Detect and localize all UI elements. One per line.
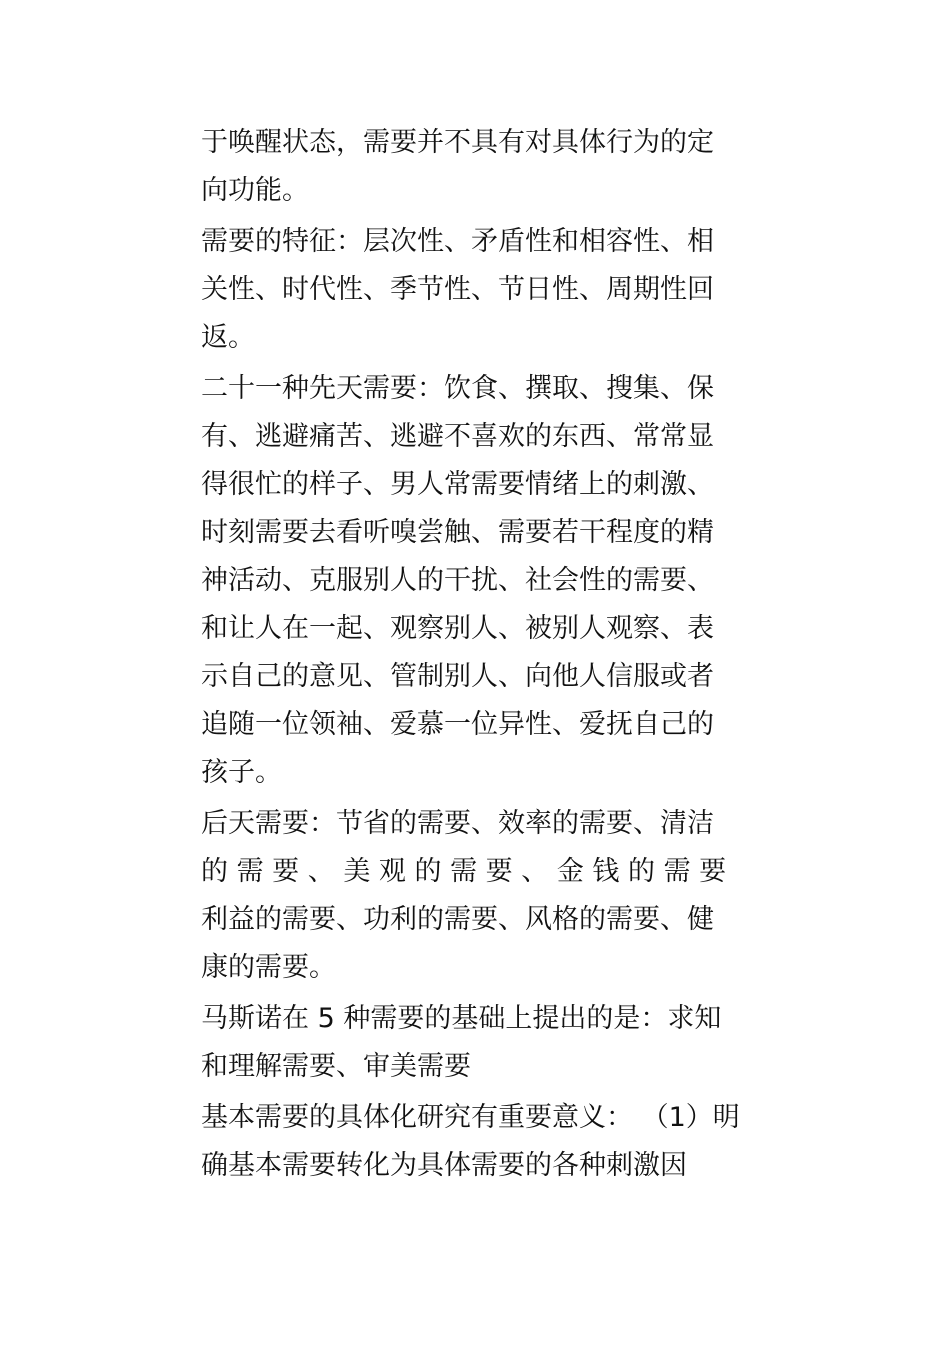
paragraph-4 [201,800,811,992]
text-line: 时刻需要去看听嗅尝触、需要若干程度的精 [201,517,714,548]
text-line: 基本需要的具体化研究有重要意义： （1）明 [201,1102,740,1133]
text-line: 有、逃避痛苦、逃避不喜欢的东西、常常显 [201,421,714,452]
text-line: 的 需 要 、 美 观 的 需 要 、 金 钱 的 需 要 [201,856,727,887]
text-line: 和理解需要、审美需要 [201,1051,471,1082]
paragraph-1 [201,119,811,215]
text-line: 于唤醒状态，需要并不具有对具体行为的定 [201,127,714,158]
paragraph-3 [201,365,811,797]
text-line: 孩子。 [201,757,282,788]
text-line: 需要的特征：层次性、矛盾性和相容性、相 [201,226,714,257]
text-line: 康的需要。 [201,952,336,983]
paragraph-5 [201,995,811,1091]
text-line: 返。 [201,322,255,353]
text-line: 马斯诺在 5 种需要的基础上提出的是：求知 [201,1003,722,1034]
text-line: 后天需要：节省的需要、效率的需要、清洁 [201,808,714,839]
text-line: 二十一种先天需要：饮食、撰取、搜集、保 [201,373,714,404]
text-line: 确基本需要转化为具体需要的各种刺激因 [201,1150,687,1181]
text-line: 关性、时代性、季节性、节日性、周期性回 [201,274,714,305]
paragraph-2 [201,218,811,362]
paragraph-6 [201,1094,811,1190]
text-line: 得很忙的样子、男人常需要情绪上的刺激、 [201,469,714,500]
body-text [201,119,811,1190]
text-line: 利益的需要、功利的需要、风格的需要、健 [201,904,714,935]
text-line: 向功能。 [201,175,309,206]
text-line: 神活动、克服别人的干扰、社会性的需要、 [201,565,714,596]
text-line: 示自己的意见、管制别人、向他人信服或者 [201,661,714,692]
text-line: 追随一位领袖、爱慕一位异性、爱抚自己的 [201,709,714,740]
text-line: 和让人在一起、观察别人、被别人观察、表 [201,613,714,644]
